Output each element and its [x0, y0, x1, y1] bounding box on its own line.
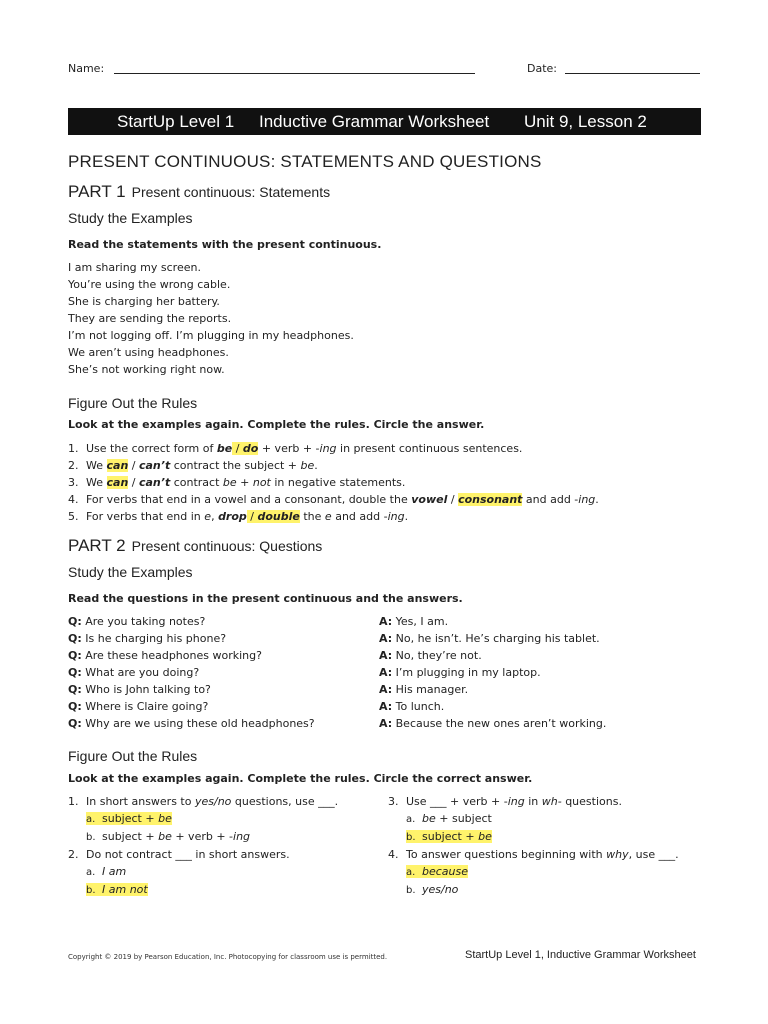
option-label: b.	[406, 832, 416, 843]
part2-heading	[68, 536, 322, 556]
option-4a[interactable]	[388, 863, 708, 881]
footer-title: StartUp Level 1, Inductive Grammar Worksheet	[465, 949, 696, 961]
example-line: I’m not logging off. I’m plugging in my headphones.	[68, 329, 354, 342]
choice-double[interactable]: double	[257, 510, 300, 523]
part1-rules	[68, 440, 599, 525]
list-item	[68, 630, 368, 647]
a-label: A:	[379, 683, 393, 696]
answer-text: No, they’re not.	[395, 649, 482, 662]
a-label: A:	[379, 649, 393, 662]
list-item	[68, 698, 368, 715]
question-text: To answer questions beginning with	[406, 848, 607, 861]
part2-left-questions	[68, 793, 368, 899]
page-title: PRESENT CONTINUOUS: STATEMENTS AND QUESTIONS	[68, 152, 542, 171]
list-item	[379, 715, 709, 732]
q-label: Q:	[68, 717, 82, 730]
rule-text: .	[404, 510, 409, 523]
rule-text: ,	[211, 510, 219, 523]
rule-text: We	[86, 476, 107, 489]
rule-text: +	[236, 476, 253, 489]
rule-text: + verb + -	[258, 442, 320, 455]
question-1	[68, 793, 368, 810]
rule-text: the	[299, 510, 325, 523]
option-label: b.	[406, 885, 416, 896]
choice-separator: /	[447, 493, 459, 506]
rule-number: 4.	[68, 493, 79, 506]
choice-separator: /	[232, 442, 243, 455]
example-line: I am sharing my screen.	[68, 261, 201, 274]
option-text: I am not	[102, 883, 148, 896]
rule-text: ing	[387, 510, 405, 523]
question-2	[68, 846, 368, 863]
part2-subtitle: Present continuous: Questions	[131, 538, 323, 554]
banner-worksheet: Inductive Grammar Worksheet	[259, 112, 490, 131]
option-text: + verb + -	[171, 830, 234, 843]
option-text: ing	[233, 830, 251, 843]
rule-text: .	[595, 493, 599, 506]
question-text: in	[524, 795, 542, 808]
option-2b[interactable]	[68, 881, 368, 899]
choice-vowel[interactable]: vowel	[411, 493, 448, 506]
list-item	[68, 647, 368, 664]
rule-number: 5.	[68, 510, 79, 523]
choice-can[interactable]: can	[106, 476, 129, 489]
rule-text: Use the correct form of	[86, 442, 217, 455]
part1-subtitle: Present continuous: Statements	[131, 184, 331, 200]
option-label: a.	[406, 867, 416, 878]
rule-text: ing	[319, 442, 337, 455]
part1-instruction: Read the statements with the present continuous.	[68, 238, 382, 251]
a-label: A:	[379, 615, 393, 628]
question-text: Are these headphones working?	[85, 649, 262, 662]
rule-5	[68, 508, 599, 525]
rule-text: and add -	[331, 510, 388, 523]
option-label: b.	[86, 885, 96, 896]
option-text: be	[158, 812, 172, 825]
question-text: Is he charging his phone?	[85, 632, 227, 645]
option-text: subject +	[102, 830, 159, 843]
list-item	[68, 664, 368, 681]
worksheet-banner	[68, 108, 701, 135]
choice-can[interactable]: can	[106, 459, 129, 472]
example-line: She’s not working right now.	[68, 363, 225, 376]
choice-separator: /	[246, 510, 258, 523]
question-text: Who is John talking to?	[85, 683, 211, 696]
answer-text: His manager.	[395, 683, 469, 696]
rule-4	[68, 491, 599, 508]
part2-right-questions	[388, 793, 708, 899]
question-number: 1.	[68, 795, 79, 808]
option-label: a.	[86, 814, 96, 825]
rule-text: For verbs that end in	[86, 510, 205, 523]
list-item	[379, 630, 709, 647]
rule-2	[68, 457, 599, 474]
q-label: Q:	[68, 649, 82, 662]
list-item	[379, 681, 709, 698]
list-item	[379, 664, 709, 681]
part2-instruction: Read the questions in the present continuous and the answers.	[68, 592, 463, 605]
option-2a[interactable]	[68, 863, 368, 881]
example-line: You’re using the wrong cable.	[68, 278, 231, 291]
rule-text: e	[204, 510, 212, 523]
rule-number: 3.	[68, 476, 79, 489]
a-label: A:	[379, 632, 393, 645]
question-text: wh-	[541, 795, 562, 808]
rule-text: .	[314, 459, 318, 472]
banner-unit: Unit 9, Lesson 2	[524, 112, 647, 131]
example-line: She is charging her battery.	[68, 295, 220, 308]
example-line: We aren’t using headphones.	[68, 346, 229, 359]
a-label: A:	[379, 700, 393, 713]
list-item	[379, 698, 709, 715]
option-text: because	[422, 865, 469, 878]
part1-rules-heading: Figure Out the Rules	[68, 395, 198, 411]
rule-text: contract the subject +	[170, 459, 301, 472]
question-number: 4.	[388, 848, 399, 861]
q-label: Q:	[68, 615, 82, 628]
part2-number: PART 2	[68, 536, 126, 555]
list-item	[68, 715, 368, 732]
question-text: Are you taking notes?	[85, 615, 206, 628]
part2-study-heading: Study the Examples	[68, 564, 193, 580]
date-label: Date:	[527, 62, 557, 75]
rule-text: For verbs that end in a vowel and a consonant, double the	[86, 493, 412, 506]
choice-drop[interactable]: drop	[218, 510, 247, 523]
rule-3	[68, 474, 599, 491]
example-line: They are sending the reports.	[68, 312, 232, 325]
option-label: a.	[406, 814, 416, 825]
rule-text: and add -	[522, 493, 579, 506]
choice-do[interactable]: do	[242, 442, 259, 455]
question-text: Where is Claire going?	[85, 700, 209, 713]
date-field[interactable]	[565, 73, 700, 74]
rule-text: ing	[578, 493, 596, 506]
question-list	[68, 613, 368, 732]
rule-text: e	[324, 510, 332, 523]
option-text: yes/no	[422, 883, 459, 896]
question-text: , use ___.	[628, 848, 679, 861]
rule-number: 2.	[68, 459, 79, 472]
choice-cant[interactable]: can’t	[138, 476, 171, 489]
option-1b[interactable]	[68, 828, 368, 846]
question-text: ing	[507, 795, 525, 808]
question-text: questions, use ___.	[231, 795, 339, 808]
a-label: A:	[379, 717, 393, 730]
part1-study-heading: Study the Examples	[68, 210, 193, 226]
option-text: I am	[102, 865, 127, 878]
rule-text: We	[86, 459, 107, 472]
q-label: Q:	[68, 700, 82, 713]
part1-number: PART 1	[68, 182, 126, 201]
option-3a[interactable]	[388, 810, 708, 828]
name-field[interactable]	[114, 73, 475, 74]
part1-rules-instruction: Look at the examples again. Complete the rules. Circle the answer.	[68, 418, 485, 431]
question-text: why	[606, 848, 629, 861]
a-label: A:	[379, 666, 393, 679]
list-item	[68, 613, 368, 630]
question-text: yes/no	[194, 795, 232, 808]
option-text: subject +	[102, 812, 159, 825]
question-3	[388, 793, 708, 810]
rule-text: be	[300, 459, 315, 472]
name-label: Name:	[68, 62, 105, 75]
question-text: questions.	[561, 795, 622, 808]
question-number: 3.	[388, 795, 399, 808]
rule-text: not	[252, 476, 271, 489]
answer-list	[379, 613, 709, 732]
part2-rules-instruction: Look at the examples again. Complete the rules. Circle the correct answer.	[68, 772, 533, 785]
answer-text: No, he isn’t. He’s charging his tablet.	[395, 632, 600, 645]
choice-be[interactable]: be	[216, 442, 233, 455]
question-text: Use ___ + verb + -	[406, 795, 508, 808]
answer-text: Yes, I am.	[395, 615, 449, 628]
option-1a[interactable]	[68, 810, 368, 828]
option-text: + subject	[435, 812, 492, 825]
question-text: In short answers to	[86, 795, 195, 808]
choice-cant[interactable]: can’t	[138, 459, 171, 472]
q-label: Q:	[68, 632, 82, 645]
option-3b[interactable]	[388, 828, 708, 846]
question-text: Do not contract ___ in short answers.	[86, 848, 290, 861]
option-text: be	[158, 830, 172, 843]
rule-text: in present continuous sentences.	[336, 442, 523, 455]
part1-heading	[68, 182, 330, 202]
question-text: What are you doing?	[85, 666, 200, 679]
rule-text: in negative statements.	[270, 476, 406, 489]
option-label: b.	[86, 832, 96, 843]
rule-text: contract	[170, 476, 223, 489]
answer-text: Because the new ones aren’t working.	[395, 717, 607, 730]
copyright-text: Copyright © 2019 by Pearson Education, Inc. Photocopying for classroom use is permitted.	[68, 953, 388, 961]
rule-1	[68, 440, 599, 457]
choice-separator: /	[128, 476, 139, 489]
q-label: Q:	[68, 666, 82, 679]
option-label: a.	[86, 867, 96, 878]
option-4b[interactable]	[388, 881, 708, 899]
option-text: be	[422, 812, 436, 825]
question-text: Why are we using these old headphones?	[85, 717, 315, 730]
rule-number: 1.	[68, 442, 79, 455]
banner-level: StartUp Level 1	[117, 112, 235, 131]
choice-separator: /	[128, 459, 139, 472]
part2-rules-heading: Figure Out the Rules	[68, 748, 198, 764]
rule-text: be	[222, 476, 237, 489]
answer-text: To lunch.	[395, 700, 445, 713]
question-4	[388, 846, 708, 863]
option-text: be	[478, 830, 492, 843]
list-item	[379, 647, 709, 664]
list-item	[68, 681, 368, 698]
answer-text: I’m plugging in my laptop.	[395, 666, 541, 679]
choice-consonant[interactable]: consonant	[458, 493, 523, 506]
question-number: 2.	[68, 848, 79, 861]
option-text: subject +	[422, 830, 479, 843]
part1-examples	[68, 259, 354, 378]
q-label: Q:	[68, 683, 82, 696]
list-item	[379, 613, 709, 630]
